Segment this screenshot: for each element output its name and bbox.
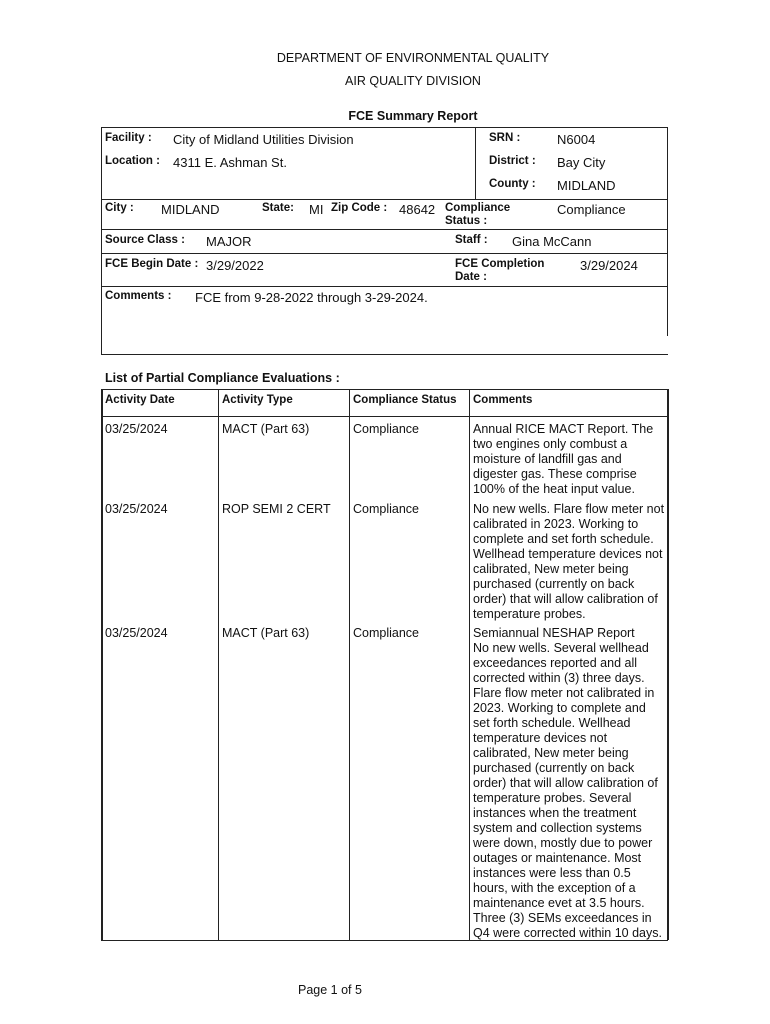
city-label: City :	[105, 202, 134, 214]
location-value: 4311 E. Ashman St.	[173, 155, 287, 170]
activity-type: MACT (Part 63)	[222, 422, 310, 436]
srn-label: SRN :	[489, 132, 521, 144]
city-value: MIDLAND	[161, 202, 220, 217]
activity-comment: Semiannual NESHAP Report No new wells. Several wellhead exceedances reported and all corrected within (3) three days. Flare flow meter not calibrated in 2023. Working to complete and set forth schedule. Wellhead temperature devices not calibrated, New meter being purchased (currently on back order) that will allow calibration of temperature probes. Several instances when the treatment system and collection systems were down, mostly due to power outages or maintenance. Most instances were less than 0.5 hours, with the exception of a maintenance evet at 3.5 hours. Three (3) SEMs exceedances in Q4 were corrected within 10 days.	[473, 626, 662, 940]
activity-date: 03/25/2024	[105, 422, 168, 436]
state-label: State:	[262, 202, 294, 214]
state-value: MI	[309, 202, 324, 217]
compliance-status-label: Compliance	[445, 202, 511, 214]
page-number: Page 1 of 5	[298, 983, 362, 997]
col-header-compliance-status: Compliance Status	[353, 394, 457, 406]
compliance-status: Compliance	[353, 422, 420, 436]
col-header-activity-date: Activity Date	[105, 394, 175, 406]
activity-comment: Annual RICE MACT Report. The two engines only combust a moisture of landfill gas and digester gas. These comprise 100% of the heat input value.	[473, 422, 654, 496]
location-label: Location :	[105, 155, 160, 167]
activity-type: MACT (Part 63)	[222, 626, 310, 640]
fce-completion-label: FCE Completion	[455, 258, 545, 270]
pce-section-title: List of Partial Compliance Evaluations :	[105, 371, 340, 385]
district-value: Bay City	[557, 155, 606, 170]
fce-completion-label-line2: Date :	[455, 271, 487, 283]
col-header-comments: Comments	[473, 394, 533, 406]
county-value: MIDLAND	[557, 178, 616, 193]
fce-begin-label: FCE Begin Date :	[105, 258, 199, 270]
activity-date: 03/25/2024	[105, 626, 168, 640]
facility-value: City of Midland Utilities Division	[173, 132, 354, 147]
compliance-status-value: Compliance	[557, 202, 626, 217]
county-label: County :	[489, 178, 536, 190]
activity-comment: No new wells. Flare flow meter not calibrated in 2023. Working to complete and set forth schedule. Wellhead temperature devices not calibrated, New meter being purchased (currently on back order) that will allow calibration of temperature probes.	[473, 502, 665, 621]
comments-value: FCE from 9-28-2022 through 3-29-2024.	[195, 290, 428, 305]
compliance-status-label-line2: Status :	[445, 215, 488, 227]
source-class-value: MAJOR	[206, 234, 252, 249]
district-label: District :	[489, 155, 536, 167]
activity-type: ROP SEMI 2 CERT	[222, 502, 331, 516]
fce-completion-value: 3/29/2024	[580, 258, 638, 273]
compliance-status: Compliance	[353, 626, 420, 640]
staff-value: Gina McCann	[512, 234, 592, 249]
staff-label: Staff :	[455, 234, 488, 246]
col-header-activity-type: Activity Type	[222, 394, 293, 406]
fce-begin-value: 3/29/2022	[206, 258, 264, 273]
compliance-status: Compliance	[353, 502, 420, 516]
report-title: FCE Summary Report	[348, 109, 478, 123]
comments-label: Comments :	[105, 290, 172, 302]
activity-date: 03/25/2024	[105, 502, 168, 516]
division-heading: AIR QUALITY DIVISION	[345, 74, 481, 88]
srn-value: N6004	[557, 132, 596, 147]
source-class-label: Source Class :	[105, 234, 185, 246]
facility-label: Facility :	[105, 132, 152, 144]
zip-value: 48642	[399, 202, 436, 217]
department-heading: DEPARTMENT OF ENVIRONMENTAL QUALITY	[276, 51, 550, 65]
zip-label: Zip Code :	[331, 202, 388, 214]
